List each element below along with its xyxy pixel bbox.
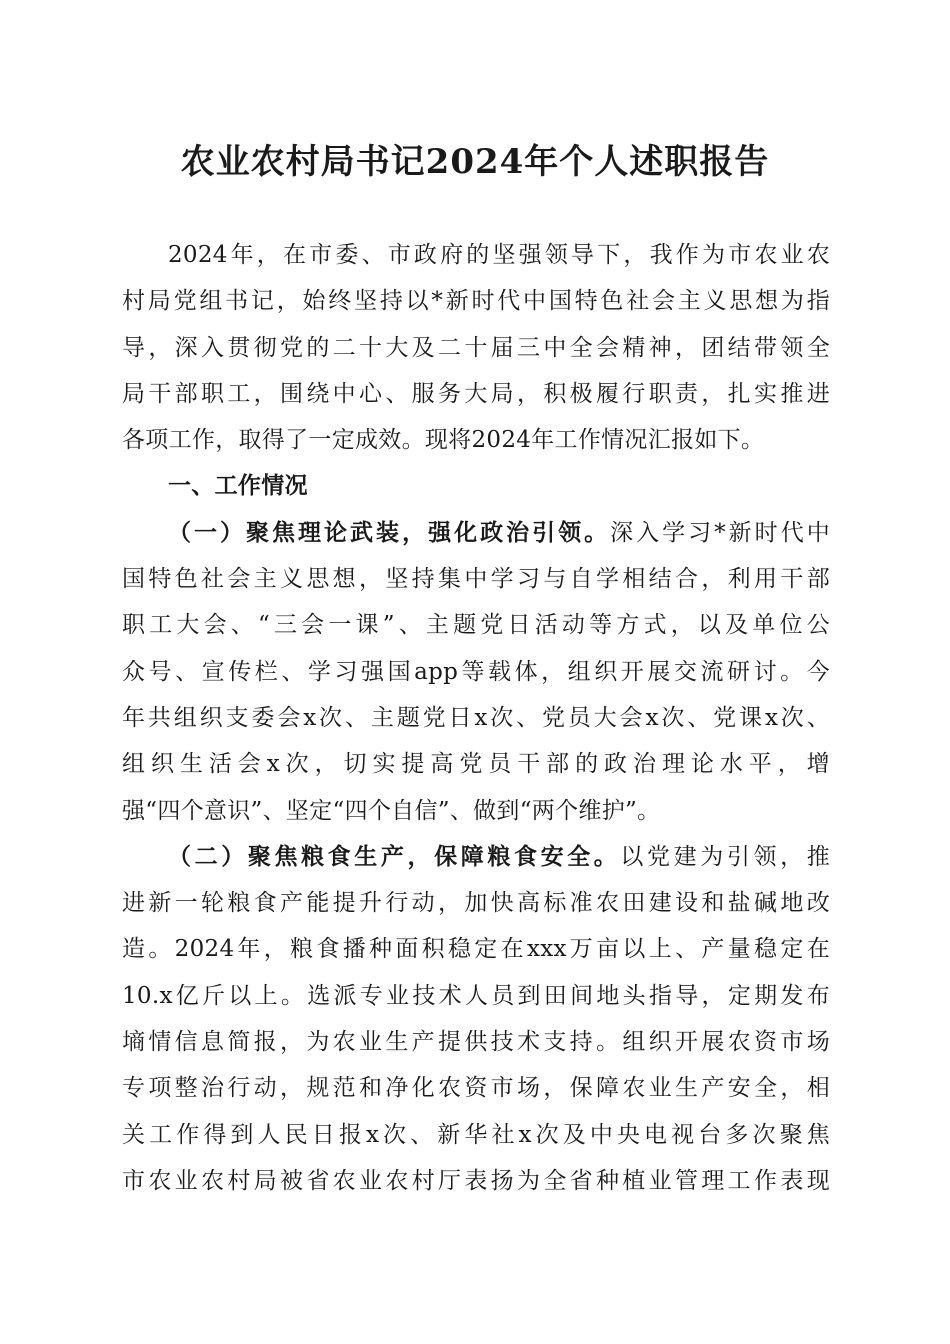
paragraph-line: 组织生活会x次，切实提高党员干部的政治理论水平，增 (122, 751, 830, 778)
paragraph-line: 各项工作，取得了一定成效。现将2024年工作情况汇报如下。 (122, 427, 765, 454)
paragraph-line: 进新一轮粮食产能提升行动，加快高标准农田建设和盐碱地改 (122, 890, 830, 917)
paragraph-line: 职工大会、“三会一课”、主题党日活动等方式，以及单位公 (122, 612, 830, 639)
paragraph-line: 导，深入贯彻党的二十大及二十届三中全会精神，团结带领全 (122, 334, 830, 361)
subsection-lead: （二）聚焦粮食生产，保障粮食安全。 (168, 842, 621, 870)
document-body (122, 232, 830, 1204)
paragraph-text: 深入学习*新时代中 (610, 519, 831, 546)
paragraph-line: 强“四个意识”、坚定“四个自信”、做到“两个维护”。 (122, 797, 661, 824)
section-heading: 一、工作情况 (168, 473, 308, 500)
paragraph-line: 众号、宣传栏、学习强国app等载体，组织开展交流研讨。今 (122, 658, 830, 685)
paragraph-line: 市农业农村局被省农业农村厅表扬为全省种植业管理工作表现 (122, 1167, 830, 1194)
paragraph-line: 墒情信息简报，为农业生产提供技术支持。组织开展农资市场 (122, 1029, 830, 1056)
paragraph-line: 年共组织支委会x次、主题党日x次、党员大会x次、党课x次、 (122, 704, 830, 731)
paragraph-line: 专项整治行动，规范和净化农资市场，保障农业生产安全，相 (122, 1075, 830, 1102)
paragraph-line: 10.x亿斤以上。选派专业技术人员到田间地头指导，定期发布 (122, 982, 830, 1009)
subsection-lead: （一）聚焦理论武装，强化政治引领。 (168, 518, 611, 546)
page-title: 农业农村局书记2024年个人述职报告 (180, 142, 770, 182)
paragraph-line (122, 834, 830, 880)
paragraph-line: 局干部职工，围绕中心、服务大局，积极履行职责，扎实推进 (122, 380, 830, 407)
paragraph-line: 关工作得到人民日报x次、新华社x次及中央电视台多次聚焦 (122, 1121, 830, 1148)
paragraph-line: 2024年，在市委、市政府的坚强领导下，我作为市农业农 (168, 242, 830, 268)
paragraph-line: 造。2024年，粮食播种面积稳定在xxx万亩以上、产量稳定在 (122, 936, 830, 963)
paragraph-line (122, 510, 830, 556)
paragraph-line: 国特色社会主义思想，坚持集中学习与自学相结合，利用干部 (122, 566, 830, 593)
paragraph-text: 以党建为引领，推 (620, 843, 830, 870)
paragraph-line: 村局党组书记，始终坚持以*新时代中国特色社会主义思想为指 (122, 288, 830, 315)
